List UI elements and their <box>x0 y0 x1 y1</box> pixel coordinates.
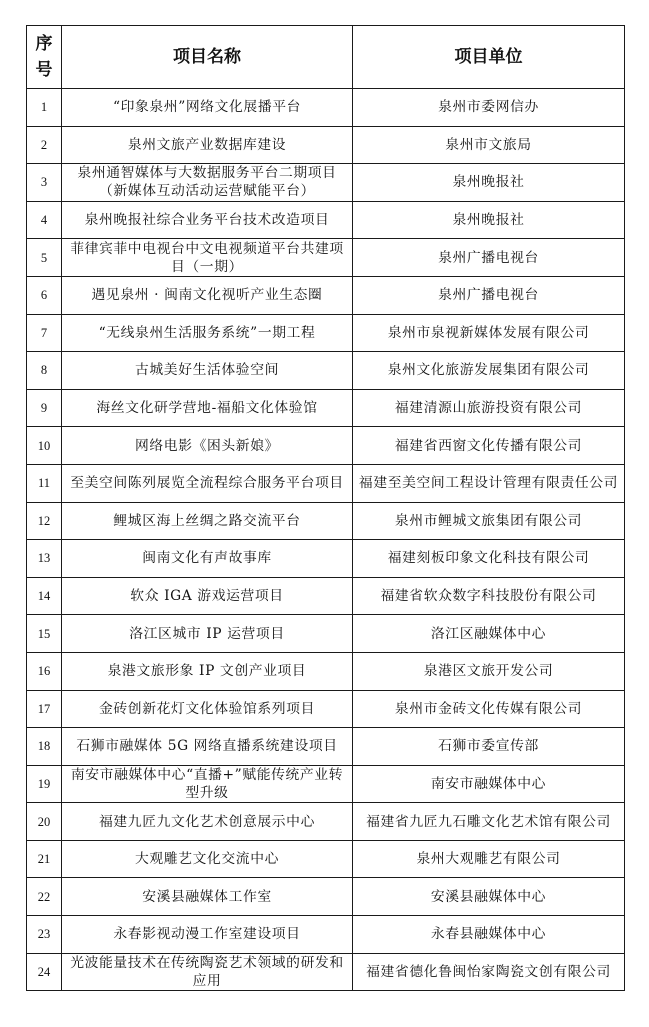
project-name: 闽南文化有声故事库 <box>62 540 353 578</box>
project-unit: 泉州市金砖文化传媒有限公司 <box>353 690 625 728</box>
row-number: 17 <box>27 690 62 728</box>
table-row <box>27 164 625 202</box>
header-seq <box>27 26 62 89</box>
table-row <box>27 540 625 578</box>
table-row <box>27 314 625 352</box>
table-row <box>27 352 625 390</box>
row-number: 12 <box>27 502 62 540</box>
project-name: 泉州通智媒体与大数据服务平台二期项目（新媒体互动活动运营赋能平台） <box>62 164 353 202</box>
row-number: 11 <box>27 464 62 502</box>
table-row <box>27 201 625 239</box>
project-name: 泉港文旅形象 IP 文创产业项目 <box>62 652 353 690</box>
project-unit: 南安市融媒体中心 <box>353 765 625 803</box>
project-unit: 福建省德化鲁闽怡家陶瓷文创有限公司 <box>353 953 625 991</box>
project-name: 石狮市融媒体 5G 网络直播系统建设项目 <box>62 728 353 766</box>
header-unit: 项目单位 <box>353 26 625 89</box>
project-unit: 永春县融媒体中心 <box>353 916 625 954</box>
table-header-row <box>27 26 625 89</box>
row-number: 14 <box>27 577 62 615</box>
row-number: 5 <box>27 239 62 277</box>
project-unit: 福建省九匠九石雕文化艺术馆有限公司 <box>353 803 625 841</box>
header-name: 项目名称 <box>62 26 353 89</box>
project-unit: 泉州文化旅游发展集团有限公司 <box>353 352 625 390</box>
project-name: 大观雕艺文化交流中心 <box>62 840 353 878</box>
project-name: 光波能量技术在传统陶瓷艺术领域的研发和应用 <box>62 953 353 991</box>
row-number: 21 <box>27 840 62 878</box>
row-number: 19 <box>27 765 62 803</box>
table-row <box>27 276 625 314</box>
row-number: 4 <box>27 201 62 239</box>
table-row <box>27 652 625 690</box>
table-row <box>27 878 625 916</box>
table-row <box>27 615 625 653</box>
project-unit: 石狮市委宣传部 <box>353 728 625 766</box>
project-name: 网络电影《困头新娘》 <box>62 427 353 465</box>
project-unit: 福建省西窗文化传播有限公司 <box>353 427 625 465</box>
project-name: 鲤城区海上丝绸之路交流平台 <box>62 502 353 540</box>
row-number: 16 <box>27 652 62 690</box>
project-table <box>26 25 625 991</box>
row-number: 6 <box>27 276 62 314</box>
table-row <box>27 464 625 502</box>
project-name: 金砖创新花灯文化体验馆系列项目 <box>62 690 353 728</box>
table-row <box>27 953 625 991</box>
project-unit: 泉州市文旅局 <box>353 126 625 164</box>
table-row <box>27 916 625 954</box>
table-row <box>27 389 625 427</box>
table-row <box>27 427 625 465</box>
project-name: 安溪县融媒体工作室 <box>62 878 353 916</box>
table-row <box>27 577 625 615</box>
project-unit: 泉州市鲤城文旅集团有限公司 <box>353 502 625 540</box>
project-unit: 福建清源山旅游投资有限公司 <box>353 389 625 427</box>
project-name: “印象泉州”网络文化展播平台 <box>62 89 353 127</box>
row-number: 22 <box>27 878 62 916</box>
table-row <box>27 502 625 540</box>
project-name: 菲律宾菲中电视台中文电视频道平台共建项目（一期） <box>62 239 353 277</box>
table-row <box>27 840 625 878</box>
table-row <box>27 765 625 803</box>
row-number: 7 <box>27 314 62 352</box>
project-name: 古城美好生活体验空间 <box>62 352 353 390</box>
table-row <box>27 239 625 277</box>
table-row <box>27 803 625 841</box>
project-name: 至美空间陈列展览全流程综合服务平台项目 <box>62 464 353 502</box>
row-number: 18 <box>27 728 62 766</box>
row-number: 13 <box>27 540 62 578</box>
project-name: 洛江区城市 IP 运营项目 <box>62 615 353 653</box>
row-number: 23 <box>27 916 62 954</box>
project-unit: 泉州市泉视新媒体发展有限公司 <box>353 314 625 352</box>
project-unit: 泉州广播电视台 <box>353 276 625 314</box>
table-body <box>27 89 625 991</box>
project-unit: 泉州晚报社 <box>353 164 625 202</box>
project-unit: 福建至美空间工程设计管理有限责任公司 <box>353 464 625 502</box>
project-unit: 泉州晚报社 <box>353 201 625 239</box>
project-unit: 泉州广播电视台 <box>353 239 625 277</box>
project-unit: 洛江区融媒体中心 <box>353 615 625 653</box>
project-name: 南安市融媒体中心“直播+”赋能传统产业转型升级 <box>62 765 353 803</box>
row-number: 15 <box>27 615 62 653</box>
project-unit: 福建刻板印象文化科技有限公司 <box>353 540 625 578</box>
row-number: 1 <box>27 89 62 127</box>
project-name: 永春影视动漫工作室建设项目 <box>62 916 353 954</box>
table-row <box>27 126 625 164</box>
row-number: 8 <box>27 352 62 390</box>
project-name: 福建九匠九文化艺术创意展示中心 <box>62 803 353 841</box>
table-row <box>27 690 625 728</box>
row-number: 9 <box>27 389 62 427</box>
row-number: 10 <box>27 427 62 465</box>
project-unit: 泉港区文旅开发公司 <box>353 652 625 690</box>
project-name: “无线泉州生活服务系统”一期工程 <box>62 314 353 352</box>
project-name: 泉州晚报社综合业务平台技术改造项目 <box>62 201 353 239</box>
row-number: 24 <box>27 953 62 991</box>
project-unit: 福建省软众数字科技股份有限公司 <box>353 577 625 615</box>
project-name: 软众 IGA 游戏运营项目 <box>62 577 353 615</box>
project-name: 遇见泉州 · 闽南文化视听产业生态圈 <box>62 276 353 314</box>
row-number: 20 <box>27 803 62 841</box>
table-row <box>27 728 625 766</box>
project-unit: 泉州大观雕艺有限公司 <box>353 840 625 878</box>
project-unit: 泉州市委网信办 <box>353 89 625 127</box>
row-number: 3 <box>27 164 62 202</box>
row-number: 2 <box>27 126 62 164</box>
project-unit: 安溪县融媒体中心 <box>353 878 625 916</box>
header-seq-label: 序号 <box>35 34 53 80</box>
table-row <box>27 89 625 127</box>
project-name: 泉州文旅产业数据库建设 <box>62 126 353 164</box>
project-name: 海丝文化研学营地-福船文化体验馆 <box>62 389 353 427</box>
